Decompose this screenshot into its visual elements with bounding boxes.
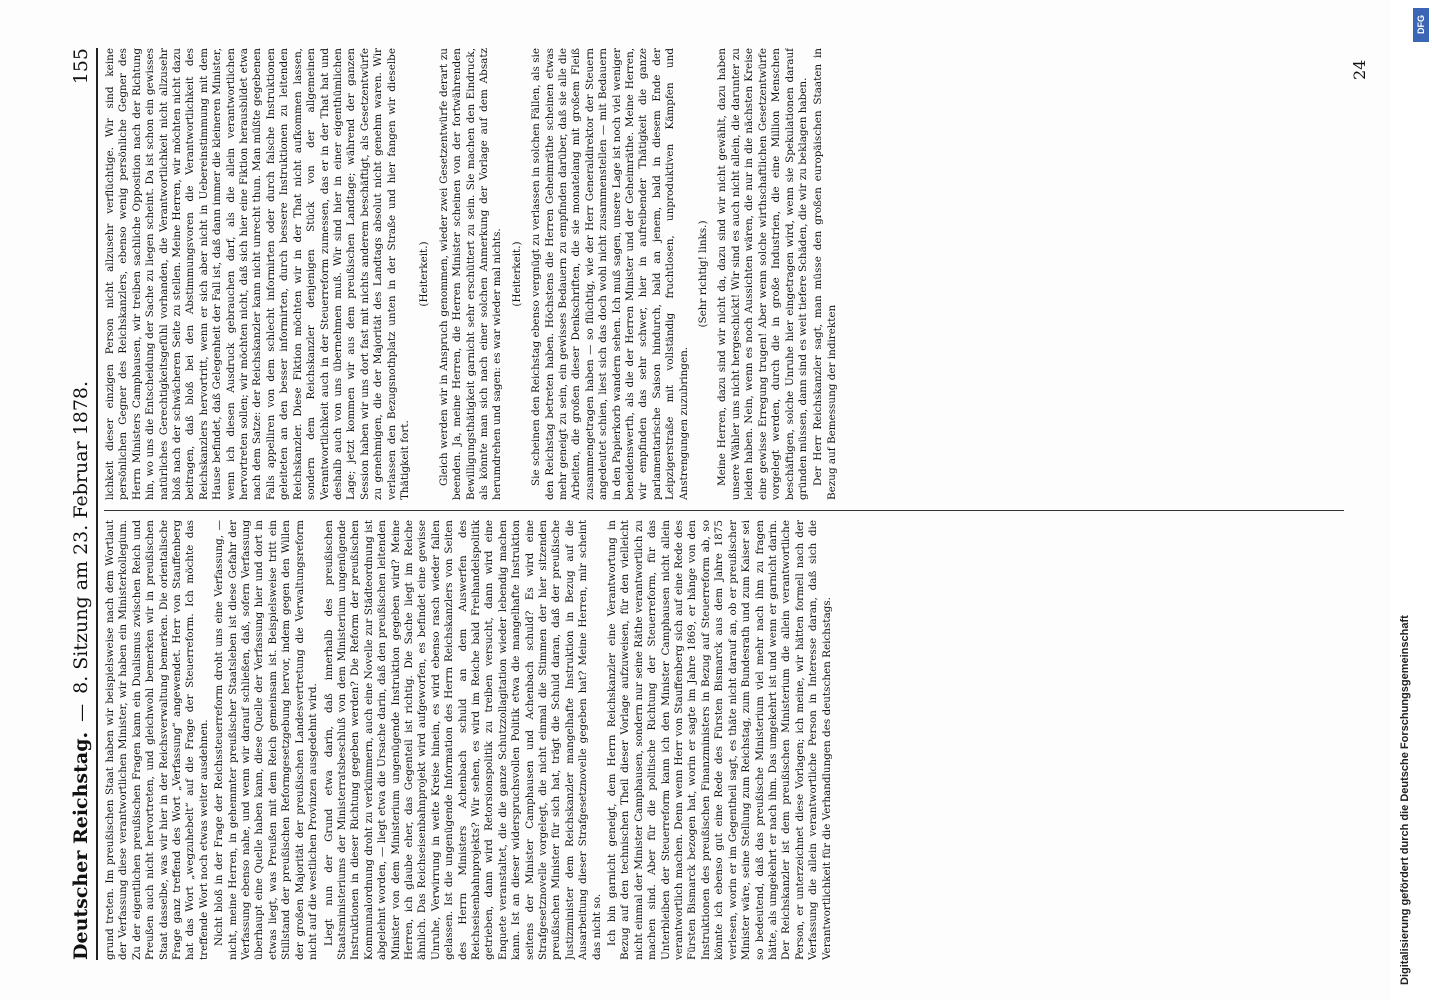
paragraph: Sie scheinen den Reichstag ebenso vergnügt zu verlassen in solchen Fällen, als sie den Reichstag betreten haben. Höchstens die Herren Geheimräthe scheinen etwas mehr geneigt zu sein, ein gewisses Bedauern zu empfinden darüber, daß sie alle die Arbeiten, die großen dieser Denkschriften, die sie monatelang mit großem Fleiß zusammengetragen haben — so flüchtig, wie der Herr Generaldirektor der Steuern angedeutet schien, liest sich das doch wohl nicht zusammenstellen — mit Bedauern in den Papierkorb wandern sehen. Ich muß sagen, unsere Lage ist noch viel weniger beneidenswerth, als die der Herren Minister und der Geheimräthe. Meine Herren, wir empfinden das sehr schwer, hier in aufreibender Thätigkeit die ganze parlamentarische Saison hindurch, bald an jenem, bald in diesem Ende der Leipzigerstraße mit vollständig fruchtlosen, unproduktiven Kämpfen und Anstrengungen zuzubringen. <box>530 48 690 500</box>
digitization-banner <box>1391 0 1432 1000</box>
column-divider <box>104 510 1344 511</box>
page-number: 155 <box>70 48 92 85</box>
page-header <box>62 48 98 960</box>
dfg-logo: DFG <box>1413 8 1429 42</box>
interjection: (Heiterkeit.) <box>510 241 523 307</box>
paragraph: lichkeit dieser einzigen Person nicht allzusehr verflüchtige. Wir sind keine persönlichen Gegner des Reichskanzlers, ebenso wenig persönliche Gegner des Herrn Ministers Camphausen, wir treiben sachliche Opposition nach der Richtung hin, wo uns die Entscheidung der Sache zu liegen scheint. Da ist schon ein gewisses natürliches Gerechtigkeitsgefühl vorhanden, die Verantwortlichkeit nicht allzusehr bloß nach der schwächeren Seite zu stellen. Meine Herren, wir möchten nicht dazu beitragen, daß bloß bei den Abstimmungsvoren die Verantwortlichkeit des Reichskanzlers hervortritt, wenn er sich aber nicht in Uebereinstimmung mit dem Hause befindet, daß Gelegenheit der Fall ist, daß dann immer die kleineren Minister, wenn ich diesen Ausdruck gebrauchen darf, als die allein verantwortlichen hervortreten sollen; wir möchten nicht, daß sich hier eine Fiktion herausbildet etwa nach dem Satze: der Reichskanzler kann nicht unrecht thun. Man müßte gegebenen Falls appelliren von dem schlecht informirten oder durch falsche Instruktionen geleiteten an den besser informirten, durch bessere Instruktionen zu leitenden Reichskanzler. Diese Fiktion möchten wir in der That nicht aufkommen lassen, sondern dem Reichskanzler denjenigen Stück von der allgemeinen Verantwortlichkeit auch in der Steuerreform zumessen, das er in der That hat und deshalb auch von uns übernehmen muß. Wir sind hier in einer eigenthümlichen Lage; jetzt kommen wir aus dem preußischen Landtage; während der ganzen Session haben wir uns dort fast mit nichts anderem beschäftigt, als Gesetzentwürfe zu genehmigen, die der Majorität des Landtags absolut nicht genehm waren. Wir verlassen den Bezugsnothplatz unten in der Straße und hier fangen wir dieselbe Thätigkeit fort. <box>104 48 411 500</box>
interjection: (Sehr richtig! links.) <box>697 220 710 328</box>
digitization-credit: Digitalisierung gefördert durch die Deutsche Forschungsgemeinschaft <box>1399 615 1411 985</box>
paragraph: Meine Herren, dazu sind wir nicht da, dazu sind wir nicht gewählt, dazu haben unsere Wähler uns nicht hergeschickt! Wir sind es auch nicht allein, die darunter zu leiden haben. Nein, wenn es noch Aussichten wären, die nur in die nächsten Kreise eine gewisse Erregung trugen! Aber wenn solche wirthschaftlichen Gesetzentwürfe vorgelegt werden, durch die in große Industrien, die eine Million Menschen beschäftigen, solche Unruhe hier eingetragen wird, wenn sie Spekulationen darauf gründen müssen, dann sind es weit tiefere Schäden, die wir zu beklagen haben. <box>716 48 809 500</box>
paragraph: Nicht bloß in der Frage der Reichssteuerreform droht uns eine Verfassung, — nicht, meine Herren, in gehemmter preußischer Staatsleben ist diese Gefahr der Verfassung ebenso nahe, und wenn wir darauf schließen, daß, sofern Verfassung überhaupt eine Quelle haben kann, diese Quelle der Verfassung hier und dort in etwas liegt, was Preußen mit dem Reich gemeinsam ist. Beispielsweise tritt ein Stillstand der preußischen Reformgesetzgebung hervor, indem gegen den Willen der großen Majorität der preußischen Landesvertretung die Verwaltungsreform nicht auf die westlichen Provinzen ausgedehnt wird. <box>213 520 320 960</box>
session-heading: 8. Sitzung am 23. Februar 1878. <box>70 380 92 694</box>
left-column <box>104 520 1344 960</box>
paragraph: Liegt nun der Grund etwa darin, daß innerhalb des preußischen Staatsministeriums der Ministerratsbeschluß von dem Ministerium ungenügende Instruktionen in dieser Richtung gegeben werden? Die Reform der preußischen Kommunalordnung droht zu verkümmern, auch eine Novelle zur Städteordnung ist abgelehnt worden, — liegt etwa die Ursache darin, daß den preußischen leitenden Minister von dem Ministerium ungenügende Instruktion gegeben wird? Meine Herren, ich glaube eher, das Gegenteil ist richtig. Die Sache liegt im Reiche ähnlich. Das Reichseisenbahnprojekt wird aufgeworfen, es befindet eine gewisse Unruhe, Verwirrung in weite Kreise hinein, es wird ebenso rasch wieder fallen gelassen. Ist die ungenügende Information des Herrn Reichskanzlers von Seiten des Herrn Ministers Achenbach schuld an dem Auswerfen des Reichseisenbahnprojekts? Wir sehen, es wird im Reiche bald Freihandelspolitik getrieben, dann wird Retorsionspolitik zu treiben versucht, dann wird eine Enquete veranstaltet, die die ganze Schutzzollagitation wieder lebendig machen kann. Ist an dieser widerspruchsvollen Politik etwa die mangelhafte Instruktion seitens der Minister Camphausen und Achenbach schuld? Es wird eine Strafgesetznovelle vorgelegt, die nicht einmal die Stimmen der hier sitzenden preußischen Minister für sich hat, trägt die Schuld daran, daß der preußische Justizminister dem Reichskanzler mangelhafte Instruktion in Bezug auf die Ausarbeitung dieser Strafgesetznovelle gegeben hat? Meine Herren, mir scheint das nicht so. <box>322 520 603 960</box>
paragraph: Der Herr Reichskanzler sagt, man müsse den großen europäischen Staaten in Bezug auf Bemessung der indirekten <box>812 48 838 500</box>
paragraph: grund treten. Im preußischen Staat haben wir beispielsweise nach dem Wortlaut der Verfassung diese verantwortlichen Minister, wir haben ein Ministerkollegium. Zu der eigentlichen preußischen Fragen kann ein Dualismus zwischen Reich und Preußen auch nicht hervortreten, und gleichwohl bemerken wir in preußischen Staat dasselbe, was wir hier in der Reichsverwaltung bemerken. Die orientalische Frage ganz treffend des Wort „Verfassung“ angewendet. Herr von Stauffenberg hat das Wort „wegzuhebelt“ auf die Frage der Steuerreform. Ich möchte das treffende Wort noch etwas weiter ausdehnen. <box>104 520 210 960</box>
interjection: (Heiterkeit.) <box>418 241 431 307</box>
header-separator: — <box>71 703 92 722</box>
paragraph: Ich bin garnicht geneigt, dem Herrn Reichskanzler eine Verantwortung in Bezug auf den technischen Theil dieser Vorlage aufzuweisen, für den vielleicht nicht einmal der Minister Camphausen, sondern nur seine Räthe verantwortlich zu machen sind. Aber für die politische Richtung der Steuerreform, für das Unterbleiben der Steuerreform kann ich den Minister Camphausen nicht allein verantwortlich machen. Denn wenn Herr von Stauffenberg sich auf eine Rede des Fürsten Bismarck bezogen hat, worin er sagte im Jahre 1869, er hänge von den Instruktionen des preußischen Finanzministers in Bezug auf Steuerreform ab, so könnte ich ebenso gut eine Rede des Fürsten Bismarck aus dem Jahre 1875 verlesen, worin er im Gegentheil sagt, es thäte nicht darauf an, ob er preußischer Minister wäre, seine Stellung zum Reichstag, zum Bundesrath und zum Kaiser sei so bedeutend, daß das preußische Ministerium viel mehr nach ihm zu fragen hätte, als umgekehrt er nach ihm. Das umgekehrt ist und wenn er garnicht darin. Der Reichskanzler ist dem preußischen Ministerium die allein verantwortliche Person, er unterzeichnet diese Vorlagen; ich meine, wir hätten formell nach der Verfassung die allein verantwortliche Person in Interesse daran, daß sich die Verantwortlichkeit für die Verhandlungen des deutschen Reichstags. <box>606 520 833 960</box>
right-column <box>104 48 1344 500</box>
sheet-number: 24 <box>1350 59 1369 80</box>
paragraph: Gleich werden wir in Anspruch genommen, wieder zwei Gesetzentwürfe derart zu beenden. Ja, meine Herren, die Herren Minister scheinen von der fortwährenden Bewilligungsthätigkeit garnicht sehr erschüttert zu sein. Sie machen den Eindruck, als könnte man sich nach einer solchen Anmerkung der Vorlage auf dem Absatz herumdrehen und sagen: es war wieder mal nichts. <box>437 48 504 500</box>
running-title: Deutscher Reichstag. <box>70 731 92 960</box>
